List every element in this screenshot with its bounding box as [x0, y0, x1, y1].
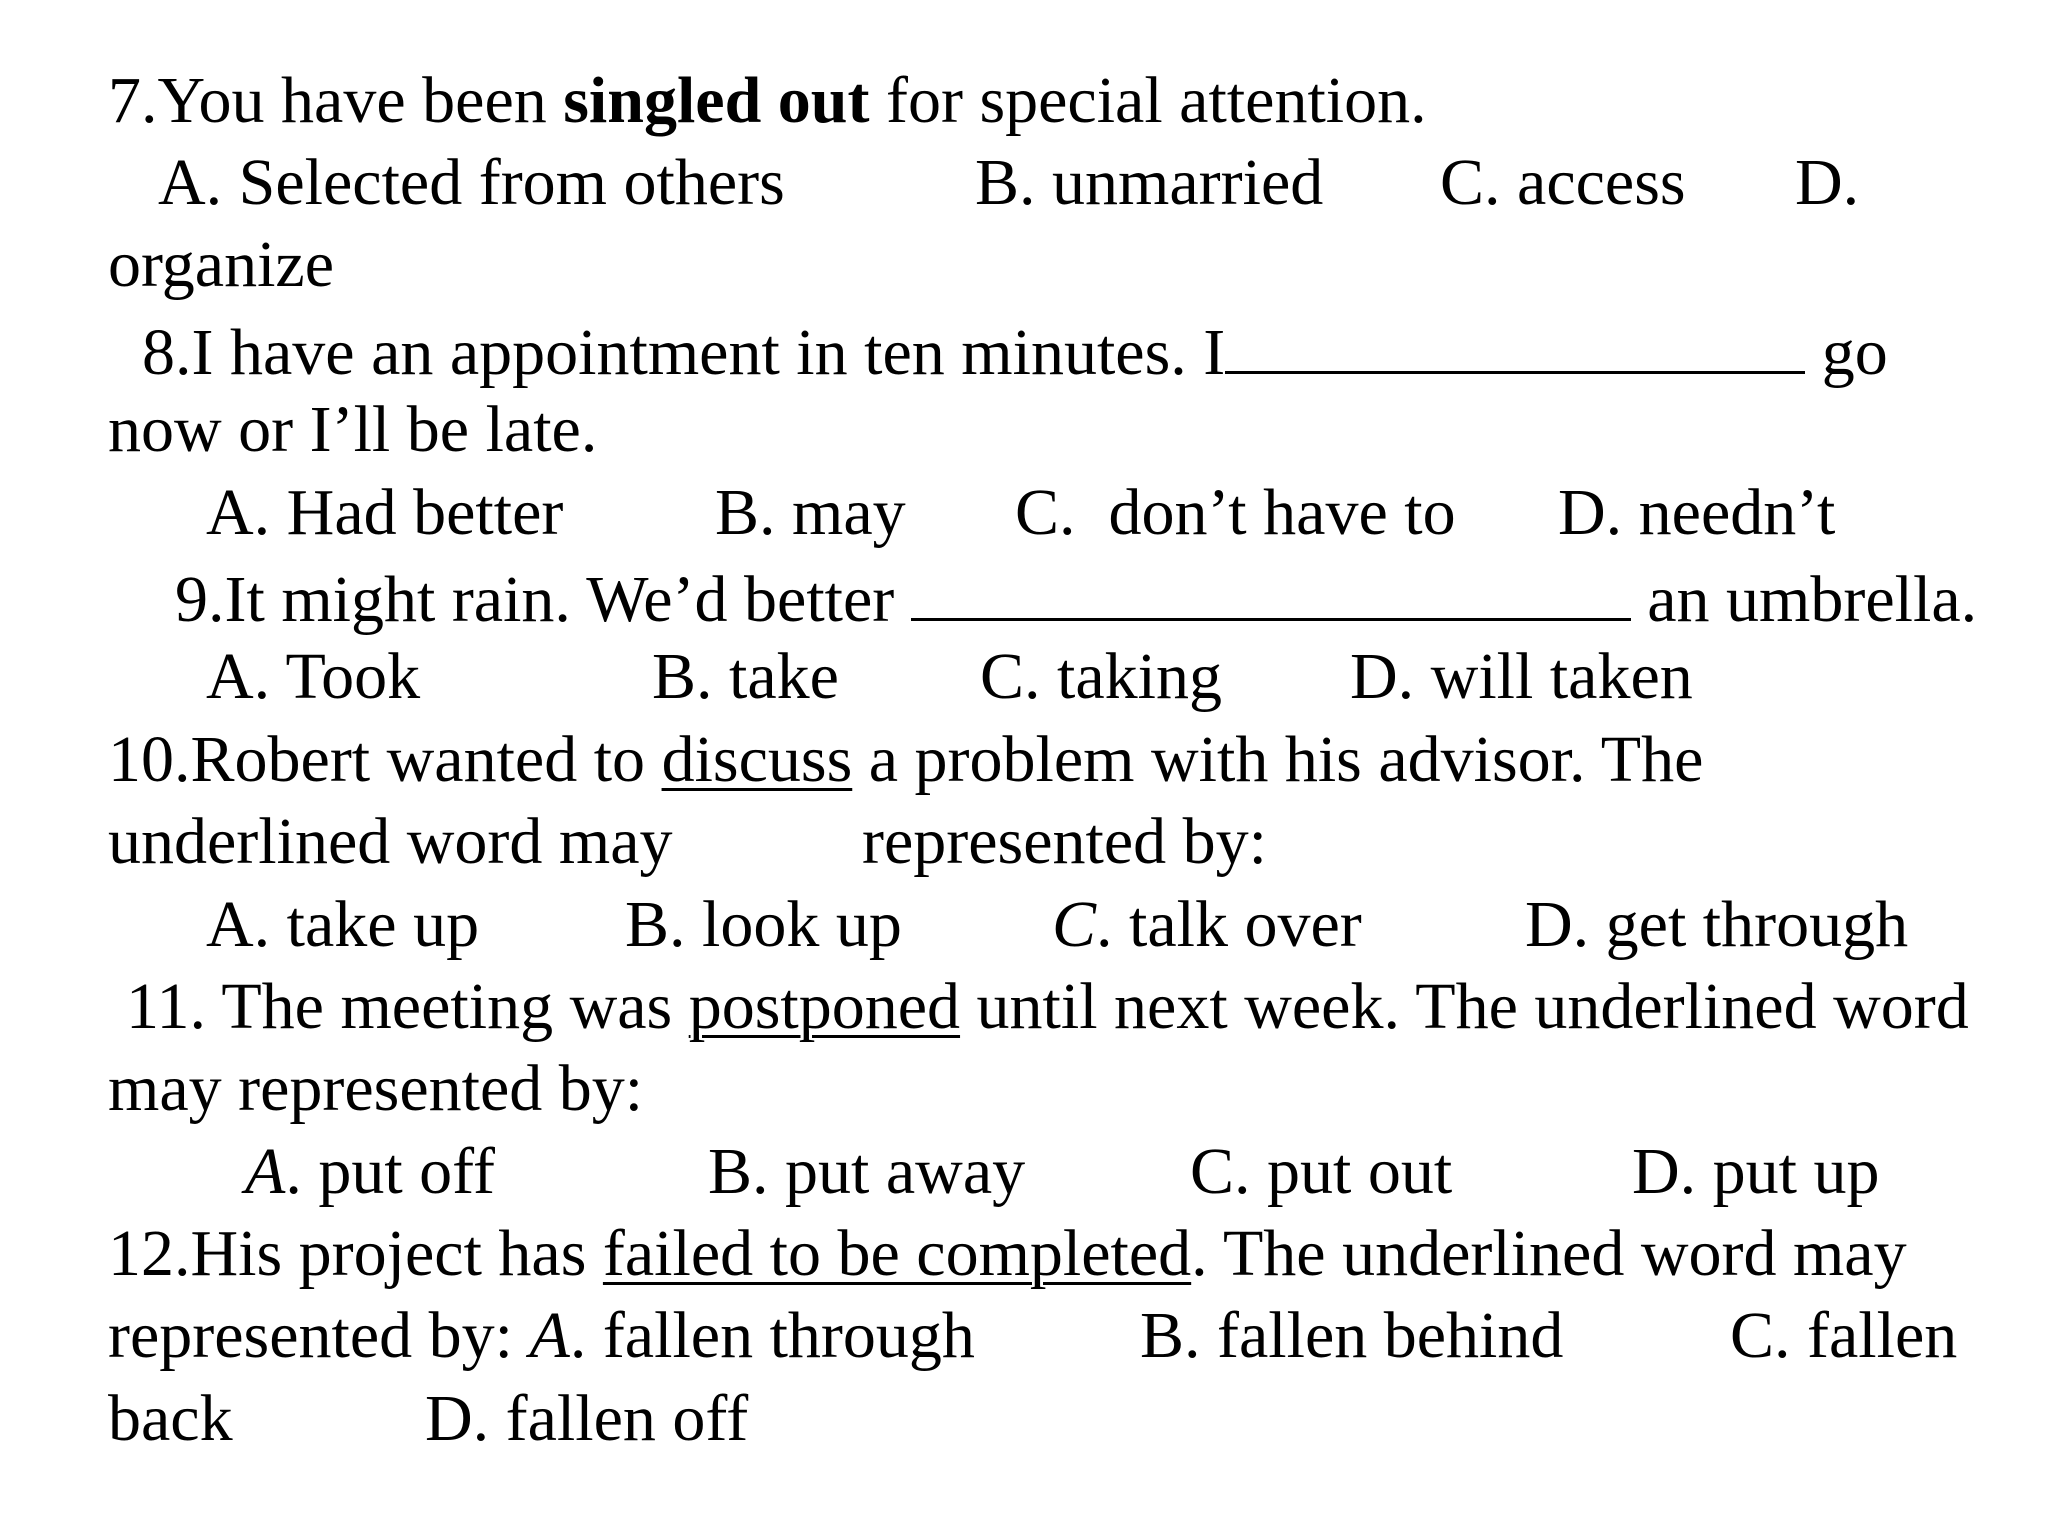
q9-option-a: A. Took [206, 640, 421, 713]
q10-option-c-text: . talk over [1096, 888, 1362, 961]
q7-option-d: D. [1795, 146, 1860, 219]
question-7 [108, 64, 1427, 137]
q10-option-a: A. take up [206, 888, 480, 961]
question-10 [108, 723, 1704, 796]
q11-option-a-text: . put off [285, 1135, 495, 1208]
q12-option-b: B. fallen behind [1140, 1299, 1564, 1372]
q11-text-post: until next week. The underlined word [960, 970, 1969, 1043]
q10-underlined-word: discuss [661, 723, 853, 796]
q8-option-b: B. may [715, 476, 906, 549]
q9-option-d: D. will taken [1350, 640, 1693, 713]
question-11 [126, 970, 1969, 1043]
q10-text-continued-b: represented by: [862, 805, 1267, 878]
q7-option-a: A. Selected from others [158, 146, 785, 219]
q9-text-pre: 9.It might rain. We’d better [175, 563, 911, 636]
q9-answer-blank [911, 562, 1631, 621]
q10-option-d: D. get through [1525, 888, 1909, 961]
q12-option-d: D. fallen off [425, 1382, 749, 1455]
q9-option-b: B. take [652, 640, 839, 713]
q8-answer-blank [1225, 315, 1805, 374]
q7-bold-phrase: singled out [563, 64, 870, 137]
question-12 [108, 1217, 1907, 1290]
q12-continued-label: represented by: [108, 1299, 530, 1372]
q7-option-c: C. access [1440, 146, 1686, 219]
q10-option-b: B. look up [625, 888, 902, 961]
q9-option-c: C. taking [980, 640, 1222, 713]
q7-option-b: B. unmarried [975, 146, 1324, 219]
q12-option-c: C. fallen [1730, 1299, 1958, 1372]
q8-option-a: A. Had better [206, 476, 564, 549]
q12-text-continued [108, 1299, 975, 1372]
q10-text-post: a problem with his advisor. The [852, 723, 1704, 796]
q11-option-c: C. put out [1190, 1135, 1453, 1208]
q8-option-c: C. don’t have to [1015, 476, 1456, 549]
q12-option-a-text: . fallen through [569, 1299, 975, 1372]
q12-text-post: . The underlined word may [1191, 1217, 1907, 1290]
q10-option-c [1052, 888, 1362, 961]
q8-text-pre: 8.I have an appointment in ten minutes. I [142, 316, 1226, 389]
q12-underlined-phrase: failed to be completed [602, 1217, 1192, 1290]
q8-text-continued: now or I’ll be late. [108, 393, 598, 466]
q7-number: 7. [108, 64, 158, 137]
q11-option-d: D. put up [1632, 1135, 1880, 1208]
q11-text-pre: 11. The meeting was [126, 970, 689, 1043]
q10-text-pre: 10.Robert wanted to [108, 723, 662, 796]
question-9 [175, 562, 1978, 636]
q10-option-c-letter: C [1052, 888, 1097, 961]
q11-underlined-word: postponed [688, 970, 961, 1043]
question-8 [142, 315, 1888, 389]
q11-option-a [245, 1135, 495, 1208]
q8-text-post: go [1805, 316, 1888, 389]
q7-option-d-continued: organize [108, 228, 335, 301]
q11-option-a-letter: A [245, 1135, 286, 1208]
q7-text-pre: You have been [157, 64, 564, 137]
q12-text-pre: 12.His project has [108, 1217, 603, 1290]
q8-option-d: D. needn’t [1558, 476, 1836, 549]
q11-option-b: B. put away [708, 1135, 1026, 1208]
q9-text-post: an umbrella. [1630, 563, 1978, 636]
q11-text-continued: may represented by: [108, 1052, 644, 1125]
q10-text-continued-a: underlined word may [108, 805, 673, 878]
q7-text-post: for special attention. [869, 64, 1427, 137]
q12-option-c-continued: back [108, 1382, 233, 1455]
q12-option-a-letter: A [529, 1299, 570, 1372]
